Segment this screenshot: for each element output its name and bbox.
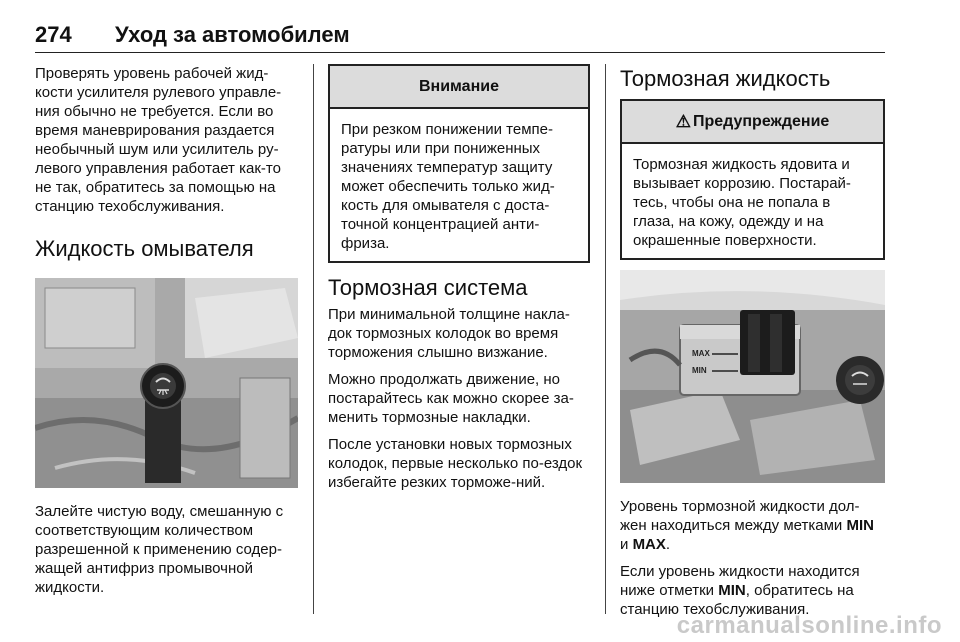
warning-notice <box>620 99 885 260</box>
washer-fill-paragraph: Залейте чистую воду, смешанную с соответствующим количеством разрешенной к применению содер-жащей антифриз промывочной жидкости. <box>35 503 284 596</box>
caution-body: При резком понижении темпе-ратуры или при пониженных значениях температур защиту может обеспечить только жид-кость для омывателя с доста-точной концентрацией анти-фриза. <box>341 121 555 252</box>
warning-title-row <box>622 101 883 144</box>
min-mark: MIN <box>846 517 874 534</box>
caution-title: Внимание <box>330 66 588 109</box>
brake-pad-paragraph-2: Можно продолжать движение, но постарайтесь как можно скорее за-менить тормозные накладки. <box>328 371 574 426</box>
warning-triangle-icon: ⚠ <box>675 111 691 131</box>
column-divider-1 <box>313 64 314 614</box>
brake-fluid-level-paragraph <box>620 497 885 554</box>
page-number: 274 <box>35 22 72 47</box>
column-3 <box>620 64 885 627</box>
watermark: carmanualsonline.info <box>676 612 942 639</box>
column-2 <box>328 64 590 500</box>
and-text: и <box>620 536 629 553</box>
caution-notice <box>328 64 590 263</box>
column-divider-2 <box>605 64 606 614</box>
period-text: . <box>665 536 671 553</box>
max-label: MAX <box>692 349 710 358</box>
column-1 <box>35 64 298 605</box>
page-title: Уход за автомобилем <box>115 22 350 47</box>
service-text: , обратитесь на станцию техобслуживания. <box>620 582 854 618</box>
warning-title: Предупреждение <box>692 112 830 130</box>
level-text: Уровень тормозной жидкости дол-жен находиться между метками <box>620 498 860 534</box>
min-label: MIN <box>692 366 707 375</box>
page-header <box>35 22 885 53</box>
low-text: Если уровень жидкости находится ниже отметки <box>620 563 860 599</box>
brake-system-heading: Тормозная система <box>328 275 528 300</box>
brake-fluid-reservoir-photo <box>620 270 885 483</box>
min-mark-2: MIN <box>718 582 746 599</box>
brake-fluid-low-paragraph <box>620 562 885 619</box>
brake-pad-paragraph-3: После установки новых тормозных колодок, первые несколько по-ездок избегайте резких торможе-ний. <box>328 436 583 491</box>
max-mark: MAX <box>632 536 666 553</box>
brake-pad-paragraph-1: При минимальной толщине накла-док тормозных колодок во время торможения слышно визжание. <box>328 306 570 361</box>
steering-fluid-paragraph: Проверять уровень рабочей жид-кости усилителя рулевого управле-ния обычно не требуется. Если во время маневрирования раздается необычный шум или усилитель ру-левого управления работает как-то не так, обратитесь за помощью на станцию техобслуживания. <box>35 65 282 215</box>
washer-fluid-photo <box>35 278 298 488</box>
washer-fluid-heading: Жидкость омывателя <box>35 236 254 261</box>
warning-body: Тормозная жидкость ядовита и вызывает коррозию. Постарай-тесь, чтобы она не попала в глаза, на кожу, одежду и на окрашенные поверхности. <box>633 156 851 249</box>
brake-fluid-heading: Тормозная жидкость <box>620 66 831 91</box>
